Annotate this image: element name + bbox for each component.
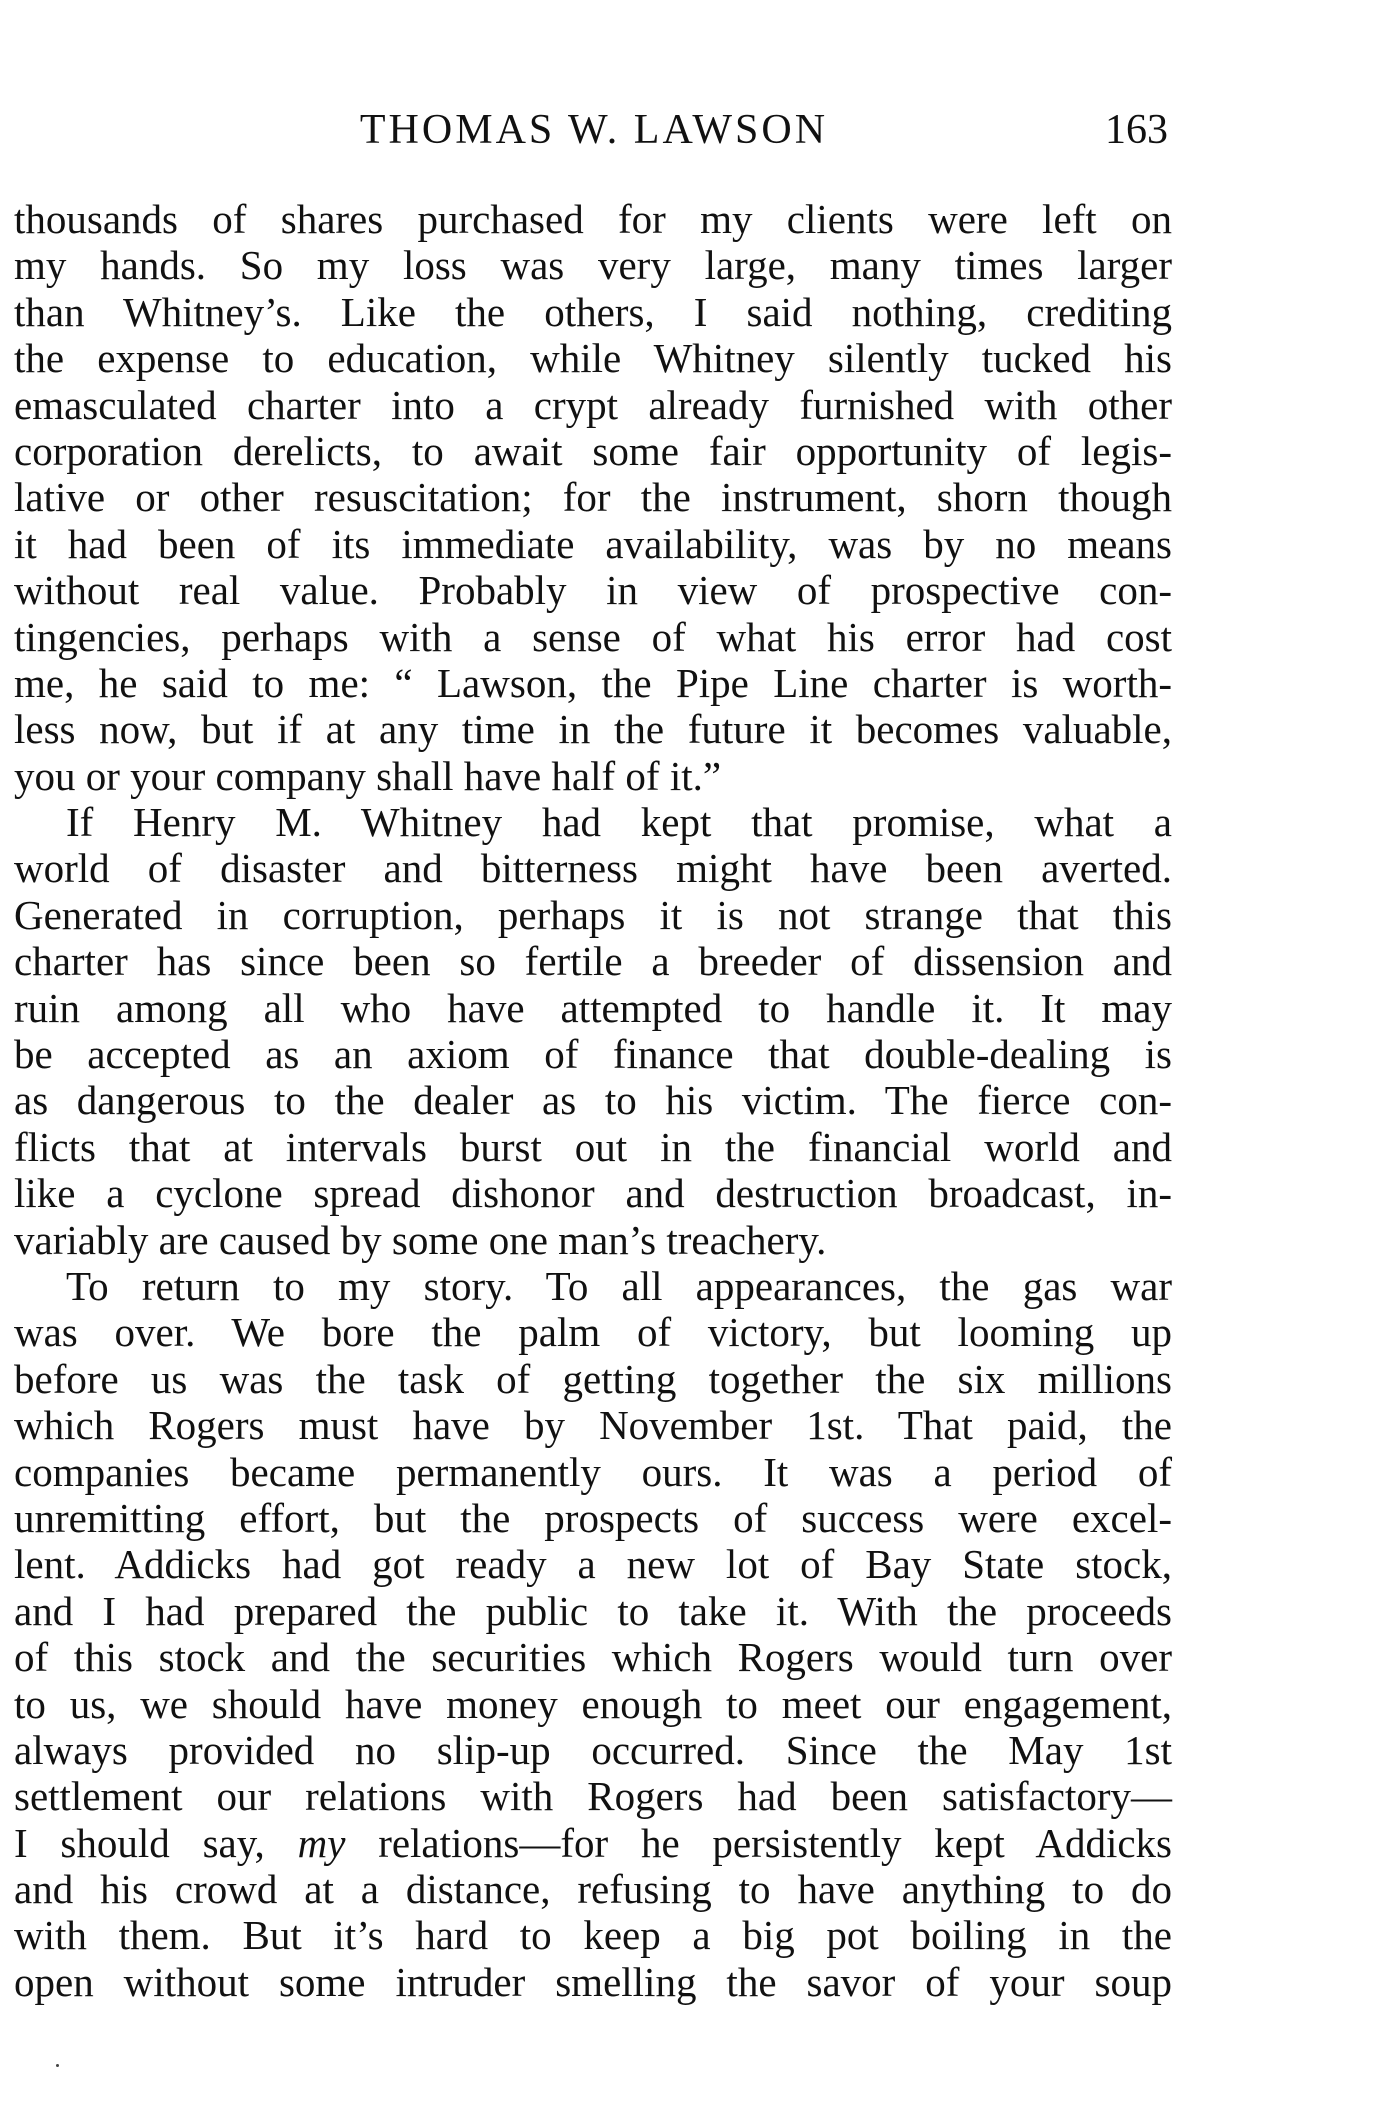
body-text (14, 196, 1172, 2005)
text-line: was over. We bore the palm of victory, but looming up (14, 1309, 1172, 1356)
text-line: like a cyclone spread dishonor and destruction broadcast, in- (14, 1170, 1172, 1217)
text-line: without real value. Probably in view of prospective con- (14, 567, 1172, 614)
text-line: it had been of its immediate availability, was by no means (14, 520, 1172, 567)
text-line: as dangerous to the dealer as to his victim. The fierce con- (14, 1077, 1172, 1124)
text-line: world of disaster and bitterness might have been averted. (14, 845, 1172, 892)
print-speck (56, 2064, 59, 2067)
text-line: To return to my story. To all appearances, the gas war (66, 1262, 1172, 1309)
text-line: lative or other resuscitation; for the instrument, shorn though (14, 474, 1172, 521)
text-line: before us was the task of getting together the six millions (14, 1355, 1172, 1402)
text-line: corporation derelicts, to await some fair opportunity of legis- (14, 427, 1172, 474)
text-line: you or your company shall have half of it.” (14, 752, 722, 799)
text-line: lent. Addicks had got ready a new lot of Bay State stock, (14, 1541, 1172, 1588)
text-line: flicts that at intervals burst out in the financial world and (14, 1123, 1172, 1170)
text-line: always provided no slip-up occurred. Since the May 1st (14, 1726, 1172, 1773)
text-line: and his crowd at a distance, refusing to have anything to do (14, 1866, 1172, 1913)
text-line: than Whitney’s. Like the others, I said nothing, crediting (14, 288, 1172, 335)
running-title: THOMAS W. LAWSON (359, 107, 829, 153)
text-line: me, he said to me: “ Lawson, the Pipe Line charter is worth- (14, 659, 1172, 706)
text-line: my hands. So my loss was very large, many times larger (14, 242, 1172, 289)
text-line: Generated in corruption, perhaps it is not strange that this (14, 891, 1172, 938)
text-line: which Rogers must have by November 1st. That paid, the (14, 1402, 1172, 1449)
text-line: variably are caused by some one man’s treachery. (14, 1216, 827, 1263)
text-line: unremitting effort, but the prospects of success were excel- (14, 1494, 1172, 1541)
text-line: less now, but if at any time in the future it becomes valuable, (14, 706, 1172, 753)
text-line: of this stock and the securities which Rogers would turn over (14, 1634, 1172, 1681)
text-line: charter has since been so fertile a breeder of dissension and (14, 938, 1172, 985)
text-line: thousands of shares purchased for my clients were left on (14, 196, 1172, 242)
text-line: emasculated charter into a crypt already furnished with other (14, 381, 1172, 428)
text-line: ruin among all who have attempted to handle it. It may (14, 984, 1172, 1031)
text-line: with them. But it’s hard to keep a big pot boiling in the (14, 1912, 1172, 1959)
running-head (14, 102, 1174, 158)
text-line: the expense to education, while Whitney silently tucked his (14, 335, 1172, 382)
text-line: If Henry M. Whitney had kept that promise, what a (66, 799, 1172, 846)
text-line: companies became permanently ours. It was a period of (14, 1448, 1172, 1495)
text-line: be accepted as an axiom of finance that double-dealing is (14, 1031, 1172, 1078)
text-line: to us, we should have money enough to meet our engagement, (14, 1680, 1172, 1727)
text-line: and I had prepared the public to take it. With the proceeds (14, 1587, 1172, 1634)
text-line: open without some intruder smelling the savor of your soup (14, 1958, 1172, 2005)
text-line: I should say, my relations—for he persistently kept Addicks (14, 1819, 1172, 1866)
text-line: tingencies, perhaps with a sense of what his error had cost (14, 613, 1172, 660)
text-line: settlement our relations with Rogers had been satisfactory— (14, 1773, 1172, 1820)
page-number: 163 (1105, 107, 1168, 153)
